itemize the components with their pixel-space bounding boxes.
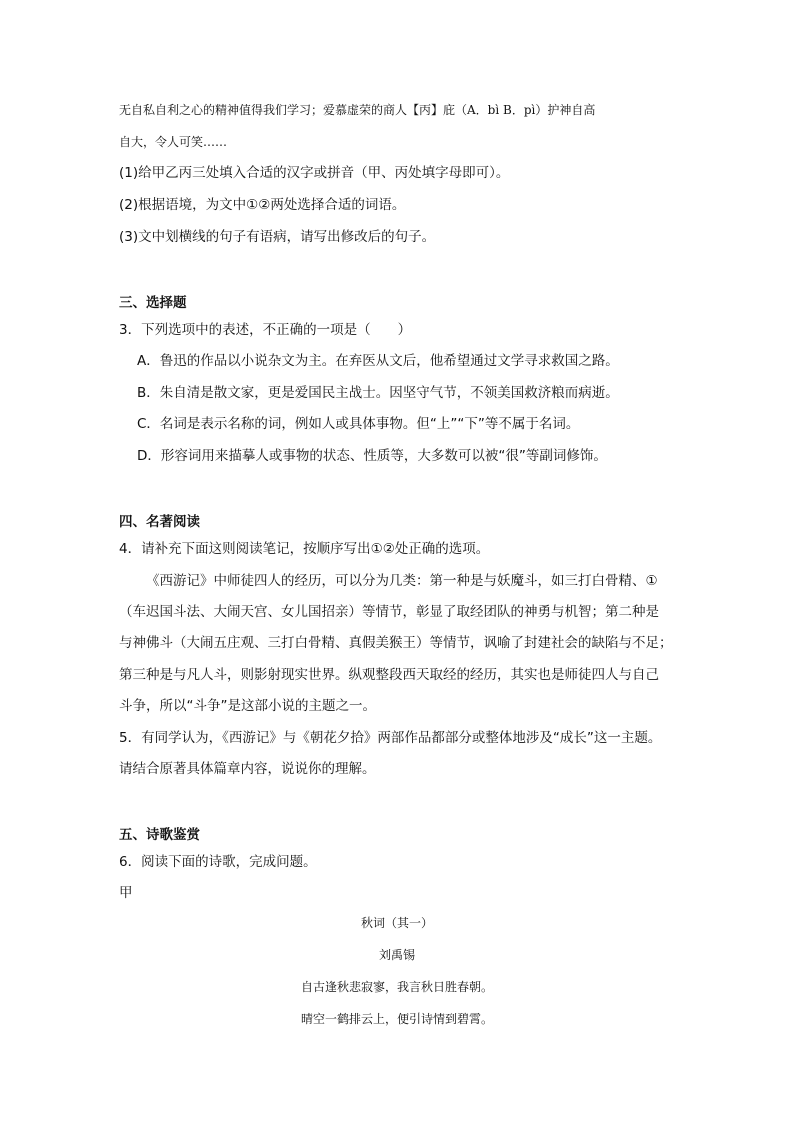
option-b: B．朱自清是散文家，更是爱国民主战士。因坚守气节，不领美国救济粮而病逝。 [137,385,619,401]
question-5: 5．有同学认为，《西游记》与《朝花夕拾》两部作品都部分或整体地涉及“成长”这一主题。 [119,730,662,746]
poem-line: 晴空一鹤排云上，便引诗情到碧霄。 [300,1012,493,1026]
question-6: 6．阅读下面的诗歌，完成问题。 [119,854,317,870]
passage-continuation-line: 无自私自利之心的精神值得我们学习；爱慕虚荣的商人【丙】庇（A．bì B．pì）护神自高 [119,103,596,117]
passage-continuation-line: 自大，令人可笑…… [119,135,228,149]
option-d: D．形容词用来描摹人或事物的状态、性质等，大多数可以被“很”等副词修饰。 [137,448,607,464]
section-heading: 三、选择题 [119,295,187,311]
question-5: 请结合原著具体篇章内容，说说你的理解。 [119,761,376,777]
passage-line: 第三种是与凡人斗，则影射现实世界。纵观整段西天取经的经历，其实也是师徒四人与自己 [119,667,659,683]
section-heading: 四、名著阅读 [119,514,200,530]
passage-line: 《西游记》中师徒四人的经历，可以分为几类：第一种是与妖魔斗，如三打白骨精、① [146,573,658,589]
question-3: 3．下列选项中的表述，不正确的一项是（ ） [119,322,412,338]
question-4: 4．请补充下面这则阅读笔记，按顺序写出①②处正确的选项。 [119,541,490,557]
poem-line: 自古逢秋悲寂寥，我言秋日胜春朝。 [300,980,493,994]
sub-question: (3)文中划横线的句子有语病，请写出修改后的句子。 [119,229,436,245]
passage-line: 斗争，所以“斗争”是这部小说的主题之一。 [119,698,376,714]
poem-label: 甲 [119,885,133,901]
option-c: C．名词是表示名称的词，例如人或具体事物。但“上”“下”等不属于名词。 [137,416,580,432]
poem-title: 秋词（其一） [360,916,433,930]
sub-question: (2)根据语境，为文中①②两处选择合适的词语。 [119,197,406,213]
passage-line: 与神佛斗（大闹五庄观、三打白骨精、真假美猴王）等情节，讽喻了封建社会的缺陷与不足； [119,635,673,651]
passage-line: （车迟国斗法、大闹天宫、女儿国招亲）等情节，彰显了取经团队的神勇与机智；第二种是 [119,604,659,620]
sub-question: (1)给甲乙丙三处填入合适的汉字或拼音（甲、丙处填字母即可）。 [119,165,510,181]
poem-author: 刘禹锡 [378,948,415,962]
section-heading: 五、诗歌鉴赏 [119,827,200,843]
option-a: A．鲁迅的作品以小说杂文为主。在弃医从文后，他希望通过文学寻求救国之路。 [137,353,619,369]
